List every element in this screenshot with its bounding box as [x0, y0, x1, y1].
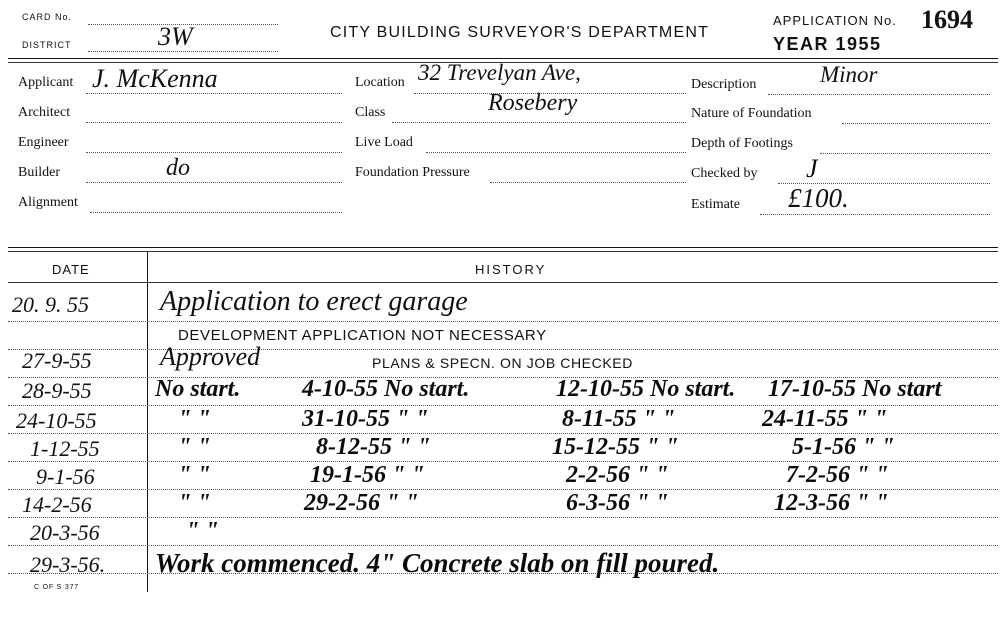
history-rule [8, 321, 998, 322]
architect-line [86, 122, 342, 123]
fields-divider [8, 247, 998, 248]
history-date: 9-1-56 [36, 464, 95, 489]
history-entry: " " [178, 490, 211, 516]
engineer-label: Engineer [18, 135, 69, 150]
estimate-value: £100. [788, 183, 849, 213]
depth-of-footings-label: Depth of Footings [691, 136, 793, 151]
builder-line [86, 182, 342, 183]
builder-value: do [166, 155, 190, 181]
alignment-label: Alignment [18, 195, 78, 210]
builder-label: Builder [18, 165, 60, 180]
class-label: Class [355, 105, 386, 120]
district-value: 3W [158, 22, 193, 51]
live-load-line [426, 152, 686, 153]
history-entry: 29-2-56 " " [304, 490, 419, 516]
checked-by-value: J [806, 154, 818, 183]
history-entry: 15-12-55 " " [552, 434, 679, 460]
history-entry: 12-10-55 No start. [556, 376, 736, 402]
application-no-value: 1694 [921, 5, 973, 34]
history-entry: No start. [155, 376, 241, 402]
history-stamp: PLANS & SPECN. ON JOB CHECKED [372, 355, 633, 371]
fields-divider-2 [8, 251, 998, 252]
history-date: 27-9-55 [22, 348, 92, 373]
history-date: 20-3-56 [30, 520, 100, 545]
history-entry: 2-2-56 " " [566, 462, 669, 488]
header-divider [8, 58, 998, 59]
history-entry: 31-10-55 " " [302, 406, 429, 432]
history-entry: Work commenced. 4" Concrete slab on fill poured. [155, 548, 720, 578]
checked-by-label: Checked by [691, 166, 758, 181]
history-entry: " " [186, 518, 219, 544]
history-entry: 8-11-55 " " [562, 406, 676, 432]
depth-of-footings-line [820, 153, 990, 154]
history-entry: " " [178, 406, 211, 432]
history-date: 24-10-55 [16, 408, 97, 433]
history-entry: 12-3-56 " " [774, 490, 889, 516]
foundation-pressure-line [490, 182, 686, 183]
history-entry: 5-1-56 " " [792, 434, 895, 460]
history-rule [8, 545, 998, 546]
card-no-label: CARD No. [22, 12, 73, 22]
location-label: Location [355, 75, 405, 90]
estimate-label: Estimate [691, 197, 740, 212]
history-rule [8, 517, 998, 518]
history-date: 28-9-55 [22, 378, 92, 403]
location-value: 32 Trevelyan Ave, [418, 60, 581, 85]
nature-of-foundation-label: Nature of Foundation [691, 106, 812, 121]
history-entry: 19-1-56 " " [310, 462, 425, 488]
engineer-line [86, 152, 342, 153]
history-entry: Application to erect garage [160, 286, 468, 317]
nature-of-foundation-line [842, 123, 990, 124]
description-line [768, 94, 990, 95]
architect-label: Architect [18, 105, 71, 120]
date-column-header: DATE [52, 262, 90, 277]
location-value-2: Rosebery [488, 90, 578, 116]
history-date: 14-2-56 [22, 492, 92, 517]
estimate-line [760, 214, 990, 215]
history-date: 20. 9. 55 [12, 292, 89, 317]
district-label: DISTRICT [22, 40, 72, 50]
applicant-value: J. McKenna [92, 64, 218, 93]
history-entry: 24-11-55 " " [762, 406, 888, 432]
live-load-label: Live Load [355, 135, 413, 150]
history-entry: 7-2-56 " " [786, 462, 889, 488]
history-entry: " " [178, 434, 211, 460]
history-date: 29-3-56. [30, 552, 106, 577]
foundation-pressure-label: Foundation Pressure [355, 165, 470, 180]
class-line [392, 122, 686, 123]
department-title: CITY BUILDING SURVEYOR'S DEPARTMENT [330, 24, 710, 41]
history-header-line [8, 282, 998, 283]
description-label: Description [691, 77, 757, 92]
history-column-header: HISTORY [475, 262, 547, 277]
application-no-label: APPLICATION No. [773, 13, 897, 28]
history-entry: Approved [160, 342, 261, 371]
history-entry: 6-3-56 " " [566, 490, 669, 516]
form-code: C OF S 377 [34, 584, 79, 591]
history-entry: 4-10-55 No start. [302, 376, 470, 402]
history-entry: 17-10-55 No start [768, 376, 942, 402]
history-entry: " " [178, 462, 211, 488]
history-entry: 8-12-55 " " [316, 434, 431, 460]
year-label: YEAR 1955 [773, 34, 882, 54]
history-rule [8, 349, 998, 350]
history-date: 1-12-55 [30, 436, 100, 461]
alignment-line [90, 212, 342, 213]
date-column-divider [147, 252, 148, 592]
history-stamp: DEVELOPMENT APPLICATION NOT NECESSARY [178, 327, 547, 344]
applicant-label: Applicant [18, 75, 74, 90]
description-value: Minor [820, 62, 878, 87]
